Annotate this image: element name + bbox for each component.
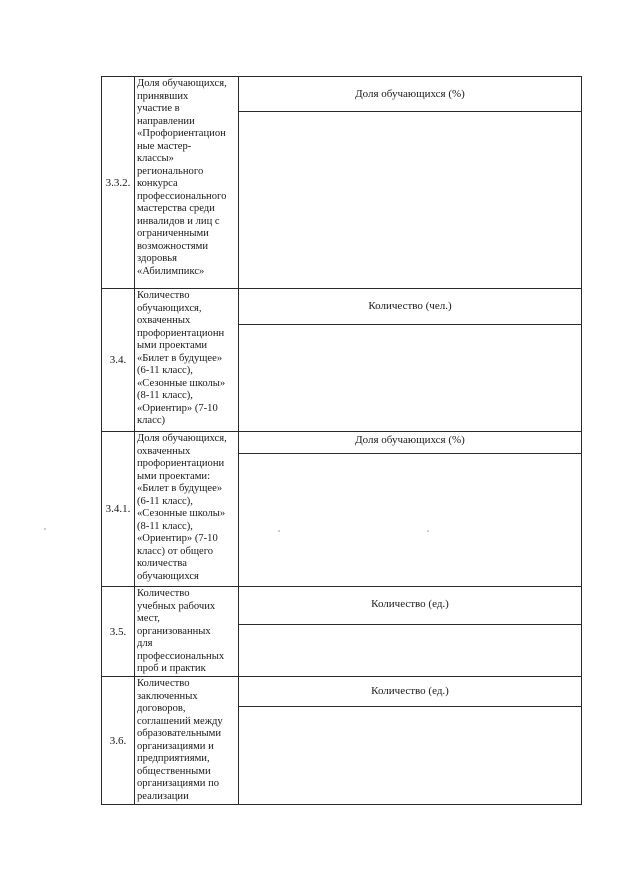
indicator-name: Доля обучающихся, принявших участие в направлении «Профориентацион ные мастер- классы» регионального конкурса профессионального мастерства среди инвалидов и лиц с ограниченными возможностями здоровья «Абилимпикс» [135, 77, 239, 289]
value-header: Количество (ед.) [239, 677, 581, 707]
indicator-name: Количество заключенных договоров, соглашений между образовательными организациями и предприятиями, общественными организациями по реализации [135, 677, 239, 805]
table-row [102, 77, 582, 289]
value-header: Количество (ед.) [239, 587, 581, 625]
row-number: 3.4. [102, 289, 135, 432]
table-row [102, 587, 582, 677]
table-row [102, 289, 582, 432]
value-entry-area[interactable] [239, 707, 581, 804]
value-entry-area[interactable] [239, 112, 581, 288]
value-cell [239, 677, 582, 805]
value-entry-area[interactable] [239, 454, 581, 586]
value-entry-area[interactable] [239, 325, 581, 431]
row-number: 3.4.1. [102, 432, 135, 587]
row-number: 3.5. [102, 587, 135, 677]
table-row [102, 677, 582, 805]
scan-speck [44, 528, 46, 530]
indicator-name: Количество учебных рабочих мест, организованных для профессиональных проб и практик [135, 587, 239, 677]
value-header: Доля обучающихся (%) [239, 432, 581, 454]
value-header: Количество (чел.) [239, 289, 581, 325]
scan-speck [427, 530, 429, 532]
scan-speck [278, 530, 280, 532]
row-number: 3.6. [102, 677, 135, 805]
value-cell [239, 587, 582, 677]
indicators-table [101, 76, 582, 805]
value-cell [239, 77, 582, 289]
indicator-name: Количество обучающихся, охваченных профориентационн ыми проектами «Билет в будущее» (6-11 класс), «Сезонные школы» (8-11 класс), «Ориентир» (7-10 класс) [135, 289, 239, 432]
value-cell [239, 432, 582, 587]
value-cell [239, 289, 582, 432]
value-entry-area[interactable] [239, 625, 581, 676]
table-row [102, 432, 582, 587]
row-number: 3.3.2. [102, 77, 135, 289]
value-header: Доля обучающихся (%) [239, 77, 581, 112]
indicator-name: Доля обучающихся, охваченных профориентациони ыми проектами: «Билет в будущее» (6-11 класс), «Сезонные школы» (8-11 класс), «Ориентир» (7-10 класс) от общего количества обучающихся [135, 432, 239, 587]
